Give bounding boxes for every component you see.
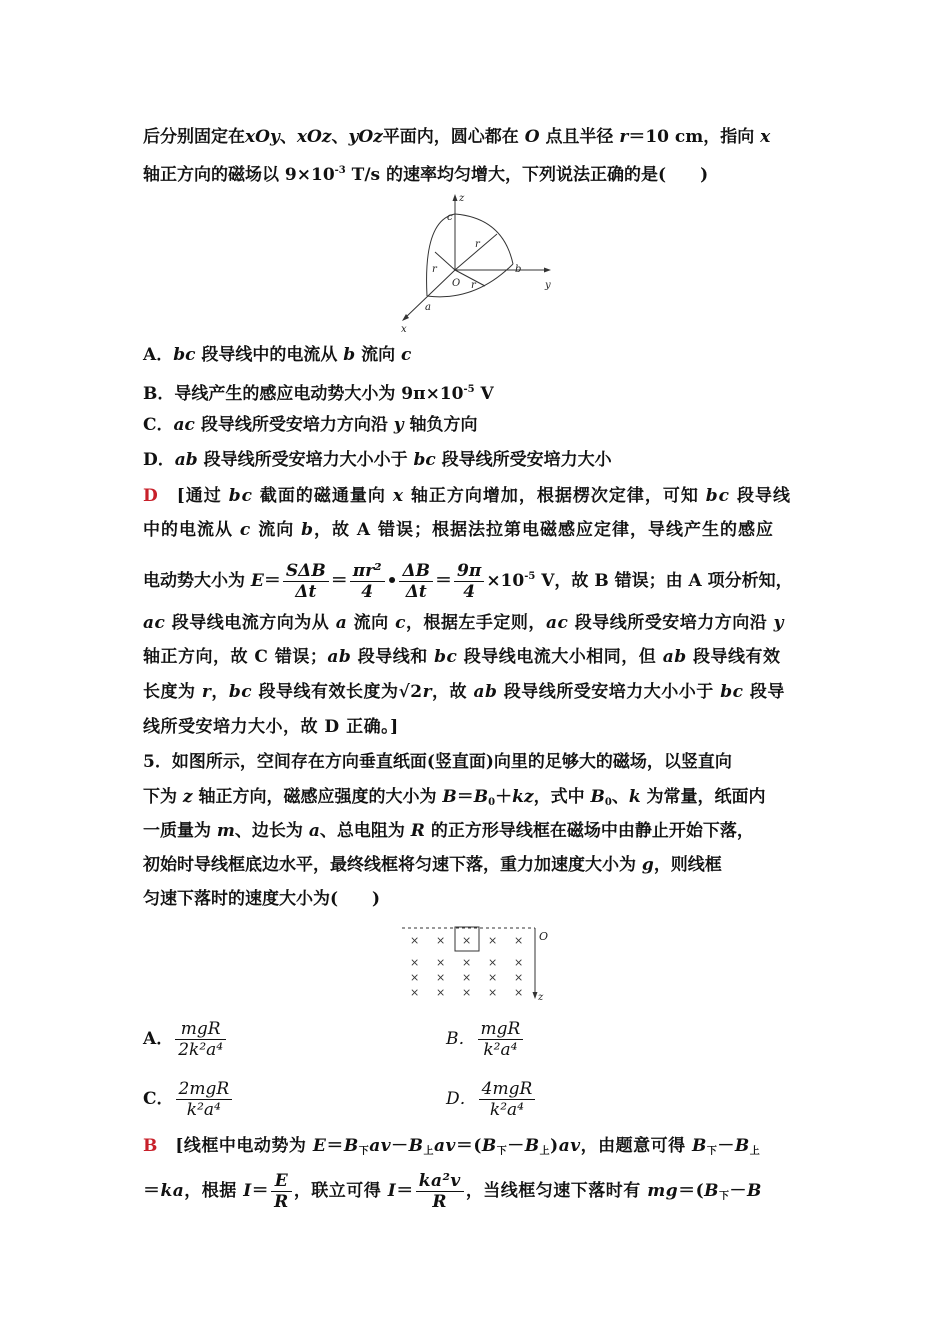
field-cross: × bbox=[514, 934, 524, 947]
q5-option-b: B． $\frac{\text{mgR}}{\text{k²a⁴}}$ bbox=[446, 1014, 525, 1064]
field-cross: × bbox=[488, 934, 498, 947]
label-a: a bbox=[425, 302, 431, 313]
field-cross: × bbox=[488, 986, 498, 999]
z-arrow-head bbox=[453, 194, 458, 201]
label-r: r bbox=[475, 239, 480, 250]
q4-option-c: C．ac 段导线所受安培力方向沿 y 轴负方向 bbox=[143, 415, 478, 435]
q5-answer-line-1: B [线框中电动势为 $E=B_下av-B_上av=(B_下-B_上)av$，由题意可得 $B_下-B_上$ bbox=[143, 1136, 761, 1157]
label-origin: O bbox=[539, 930, 549, 943]
field-cross: × bbox=[410, 934, 420, 947]
field-cross: × bbox=[514, 986, 524, 999]
field-cross: × bbox=[436, 971, 446, 984]
label-r: r bbox=[432, 264, 437, 275]
label-z: z bbox=[459, 193, 465, 204]
q5-stem-line-5: 匀速下落时的速度大小为( ) bbox=[143, 889, 381, 909]
q4-figure-quarter-circles bbox=[395, 192, 560, 334]
field-cross: × bbox=[488, 956, 498, 969]
arc-ab bbox=[427, 264, 513, 297]
label-z: z bbox=[538, 992, 544, 1003]
q4-answer-line-2: 中的电流从 c 流向 b，故 A 错误；根据法拉第电磁感应定律，导线产生的感应 bbox=[143, 520, 775, 540]
fraction: $\frac{\text{4mgR}}{\text{k²a⁴}}$ bbox=[479, 1079, 536, 1120]
fraction: $\frac{\text{ka²v}}{R}$ bbox=[416, 1171, 464, 1212]
label-r: r bbox=[471, 280, 476, 291]
q4-option-d: D．ab 段导线所受安培力大小小于 bc 段导线所受安培力大小 bbox=[143, 450, 612, 470]
q5-stem-line-2: 下为 z 轴正方向，磁感应强度的大小为 $B=B_0+kz$，式中 $B_0$、k 为常量，纸面内 bbox=[143, 787, 766, 808]
q4-stem-line-1: 后分别固定在xOy、xOz、yOz平面内，圆心都在 O 点且半径 r＝10 cm，指向 x bbox=[143, 127, 771, 147]
field-cross: × bbox=[410, 956, 420, 969]
q4-answer-line-3: 电动势大小为 E＝ $\frac{\text{SΔB}}{\Delta t}$ ＝ $\frac{\text{πr²}}{4}$ • $\frac{\Delta B}{\Delta t}$ ＝ $\frac{9\pi}{4}$ $\times 10^{-5}$ V，故 B 错误；由 A 项分析知， bbox=[143, 561, 793, 602]
q5-stem-line-1: 5．如图所示，空间存在方向垂直纸面(竖直面)向里的足够大的磁场，以竖直向 bbox=[143, 752, 732, 772]
q4-answer-line-5: 轴正方向，故 C 错误；ab 段导线和 bc 段导线电流大小相同，但 ab 段导线有效 bbox=[143, 647, 781, 667]
field-cross: × bbox=[462, 986, 472, 999]
label-b: b bbox=[515, 264, 522, 275]
field-cross: × bbox=[462, 971, 472, 984]
field-cross: × bbox=[514, 971, 524, 984]
fraction: $\frac{\text{SΔB}}{\Delta t}$ bbox=[283, 561, 329, 602]
q5-option-a: A． $\frac{\text{mgR}}{\text{2k²a⁴}}$ bbox=[143, 1014, 228, 1064]
answer-letter: B bbox=[143, 1136, 158, 1156]
label-y: y bbox=[545, 280, 551, 291]
field-cross: × bbox=[514, 956, 524, 969]
fraction: $\frac{\text{mgR}}{\text{2k²a⁴}}$ bbox=[175, 1019, 226, 1060]
fraction: $\frac{9\pi}{4}$ bbox=[454, 561, 484, 602]
q5-answer-line-2: ＝ka，根据 I＝ $\frac{E}{R}$ ，联立可得 I＝ $\frac{\text{ka²v}}{R}$ ，当线框匀速下落时有 $mg=(B_下-B$ bbox=[143, 1171, 762, 1212]
field-cross: × bbox=[436, 934, 446, 947]
q5-figure-magnetic-field bbox=[400, 924, 550, 1004]
q4-answer-line-4: ac 段导线电流方向为从 a 流向 c，根据左手定则，ac 段导线所受安培力方向沿 y bbox=[143, 613, 785, 633]
field-cross: × bbox=[462, 956, 472, 969]
q4-option-b: B．导线产生的感应电动势大小为 $9\pi\times 10^{-5}$ V bbox=[143, 384, 494, 404]
fraction: $\frac{\text{πr²}}{4}$ bbox=[350, 561, 385, 602]
q5-option-d: D． $\frac{\text{4mgR}}{\text{k²a⁴}}$ bbox=[446, 1074, 537, 1124]
field-cross: × bbox=[410, 986, 420, 999]
label-c: c bbox=[447, 212, 453, 223]
fraction: $\frac{\text{mgR}}{\text{k²a⁴}}$ bbox=[478, 1019, 524, 1060]
label-origin: O bbox=[452, 278, 461, 289]
field-cross: × bbox=[436, 986, 446, 999]
q4-option-a: A．bc 段导线中的电流从 b 流向 c bbox=[143, 345, 412, 365]
answer-letter: D bbox=[143, 486, 159, 506]
q5-stem-line-4: 初始时导线框底边水平，最终线框将匀速下落，重力加速度大小为 g，则线框 bbox=[143, 855, 722, 875]
q4-answer-line-6: 长度为 r，bc 段导线有效长度为√2r，故 ab 段导线所受安培力大小小于 bc 段导 bbox=[143, 682, 785, 702]
radius-line bbox=[435, 252, 455, 270]
field-cross: × bbox=[436, 956, 446, 969]
q4-answer-line-7: 线所受安培力大小，故 D 正确。] bbox=[143, 717, 399, 737]
label-x: x bbox=[401, 324, 407, 334]
q5-option-c: C． $\frac{\text{2mgR}}{\text{k²a⁴}}$ bbox=[143, 1074, 234, 1124]
field-crosses bbox=[410, 934, 523, 999]
fraction: $\frac{\Delta B}{\Delta t}$ bbox=[399, 561, 433, 602]
q4-answer-line-1: D [通过 bc 截面的磁通量向 x 轴正方向增加，根据楞次定律，可知 bc 段导线 bbox=[143, 486, 791, 506]
q5-stem-line-3: 一质量为 m、边长为 a、总电阻为 R 的正方形导线框在磁场中由静止开始下落， bbox=[143, 821, 754, 841]
field-cross: × bbox=[462, 934, 472, 947]
z-arrow-head bbox=[533, 992, 538, 999]
arc-bc bbox=[455, 214, 513, 264]
q4-stem-line-2: 轴正方向的磁场以 $9\times 10^{-3}$ T/s 的速率均匀增大，下列说法正确的是( ) bbox=[143, 165, 709, 185]
y-arrow-head bbox=[544, 268, 551, 273]
field-cross: × bbox=[488, 971, 498, 984]
fraction: $\frac{\text{2mgR}}{\text{k²a⁴}}$ bbox=[176, 1079, 233, 1120]
fraction: $\frac{E}{R}$ bbox=[271, 1171, 292, 1212]
field-cross: × bbox=[410, 971, 420, 984]
